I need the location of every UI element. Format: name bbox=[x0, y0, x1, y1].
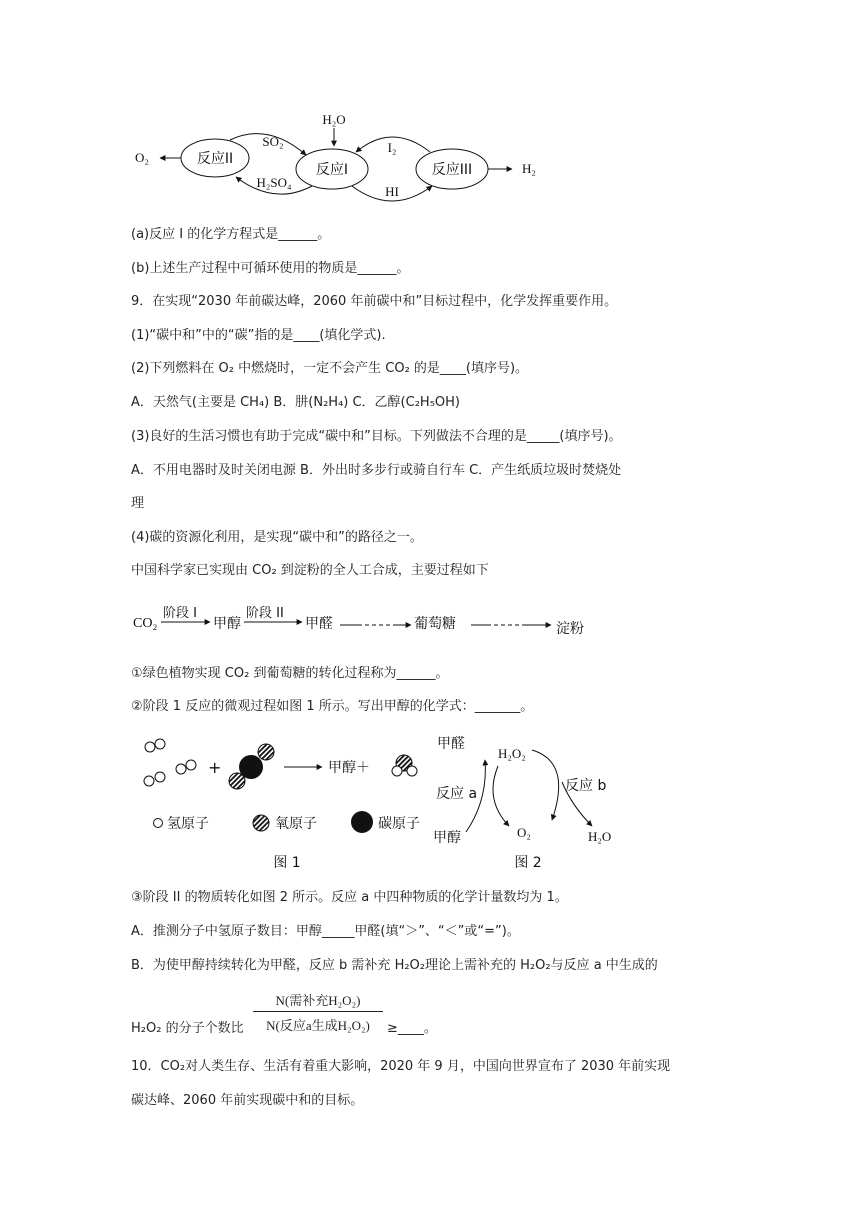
fig2-o2: O₂ bbox=[517, 825, 531, 840]
question-b: (b)上述生产过程中可循环使用的物质是______。 bbox=[131, 261, 410, 276]
question-part-b: B．为使甲醇持续转化为甲醛，反应 b 需补充 H₂O₂理论上需补充的 H₂O₂与反应 a 中生成的 bbox=[131, 958, 658, 973]
fig2-caption: 图 2 bbox=[514, 855, 542, 871]
legend-hydrogen: 氢原子 bbox=[167, 816, 209, 832]
path-co2: CO₂ bbox=[133, 616, 158, 631]
fig2-reaction-b: 反应 b bbox=[565, 778, 607, 794]
h2o-label: H₂O bbox=[322, 112, 346, 127]
question-9-2-options: A．天然气(主要是 CH₄) B．肼(N₂H₄) C．乙醇(C₂H₅OH) bbox=[131, 395, 460, 410]
reaction-i-label: 反应I bbox=[315, 162, 349, 178]
reaction-iii-label: 反应III bbox=[431, 162, 473, 178]
question-9-1: (1)“碳中和”中的“碳”指的是____(填化学式). bbox=[131, 328, 386, 343]
so2-label: SO₂ bbox=[262, 134, 284, 149]
h2so4-label: H₂SO₄ bbox=[256, 175, 292, 190]
fig2-reaction-a: 反应 a bbox=[436, 786, 478, 802]
fig2-methanol: 甲醇 bbox=[433, 830, 461, 846]
fraction-denominator: N(反应a生成H₂O₂) bbox=[266, 1018, 370, 1033]
h2-label: H₂ bbox=[522, 161, 536, 176]
path-stage2: 阶段 II bbox=[246, 606, 284, 621]
path-starch: 淀粉 bbox=[556, 621, 584, 637]
question-circle-3: ③阶段 II 的物质转化如图 2 所示。反应 a 中四种物质的化学计量数均为 1。 bbox=[131, 890, 568, 905]
i2-label: I₂ bbox=[387, 140, 397, 155]
question-part-a: A．推测分子中氢原子数目：甲醇_____甲醛(填“＞”、“＜”或“=”)。 bbox=[131, 924, 520, 939]
o2-label: O₂ bbox=[135, 150, 149, 165]
fig2-h2o2: H₂O₂ bbox=[498, 746, 526, 761]
starch-pathway bbox=[133, 606, 584, 637]
fig2-h2o: H₂O bbox=[588, 829, 612, 844]
hi-label: HI bbox=[385, 184, 399, 199]
question-part-b-ratio: H₂O₂ 的分子个数比 bbox=[131, 1021, 244, 1036]
path-stage1: 阶段 I bbox=[163, 606, 197, 621]
question-10: 10．CO₂对人类生存、生活有着重大影响，2020 年 9 月，中国向世界宣布了 2030 年前实现 bbox=[131, 1059, 671, 1074]
fig1-plus: + bbox=[208, 758, 222, 777]
question-9-4: (4)碳的资源化利用，是实现“碳中和”的路径之一。 bbox=[131, 530, 423, 545]
question-circle-2: ②阶段 1 反应的微观过程如图 1 所示。写出甲醇的化学式：_______。 bbox=[131, 699, 534, 714]
question-a: (a)反应 I 的化学方程式是______。 bbox=[131, 227, 331, 242]
ratio-fraction bbox=[253, 990, 383, 1034]
path-glucose: 葡萄糖 bbox=[414, 616, 456, 632]
legend-oxygen: 氧原子 bbox=[275, 816, 317, 832]
reaction-cycle-diagram bbox=[135, 112, 536, 201]
question-9-3: (3)良好的生活习惯也有助于完成“碳中和”目标。下列做法不合理的是_____(填序号)。 bbox=[131, 429, 622, 444]
question-9-3-options: A．不用电器时及时关闭电源 B．外出时多步行或骑自行车 C．产生纸质垃圾时焚烧处 bbox=[131, 463, 622, 478]
question-circle-1: ①绿色植物实现 CO₂ 到葡萄糖的转化过程称为______。 bbox=[131, 666, 449, 681]
fig1-caption: 图 1 bbox=[273, 855, 301, 871]
figure-2 bbox=[433, 735, 611, 871]
question-9: 9．在实现“2030 年前碳达峰，2060 年前碳中和”目标过程中，化学发挥重要作用。 bbox=[131, 294, 618, 309]
question-9-2: (2)下列燃料在 O₂ 中燃烧时，一定不会产生 CO₂ 的是____(填序号)。 bbox=[131, 361, 529, 376]
path-methanol: 甲醇 bbox=[213, 616, 241, 632]
reaction-ii-label: 反应II bbox=[196, 151, 234, 167]
figure-1 bbox=[144, 739, 420, 871]
fraction-numerator: N(需补充H₂O₂) bbox=[253, 990, 383, 1012]
question-9-3-continued: 理 bbox=[131, 496, 145, 511]
legend-carbon: 碳原子 bbox=[378, 816, 420, 832]
question-10-continued: 碳达峰、2060 年前实现碳中和的目标。 bbox=[131, 1093, 364, 1108]
fig2-formaldehyde: 甲醛 bbox=[437, 736, 465, 752]
question-9-4-intro: 中国科学家已实现由 CO₂ 到淀粉的全人工合成，主要过程如下 bbox=[131, 563, 489, 578]
fig1-product: 甲醇＋ bbox=[328, 760, 370, 776]
path-formaldehyde: 甲醛 bbox=[305, 616, 333, 632]
question-part-b-ratio-end: ≥____。 bbox=[387, 1021, 437, 1036]
